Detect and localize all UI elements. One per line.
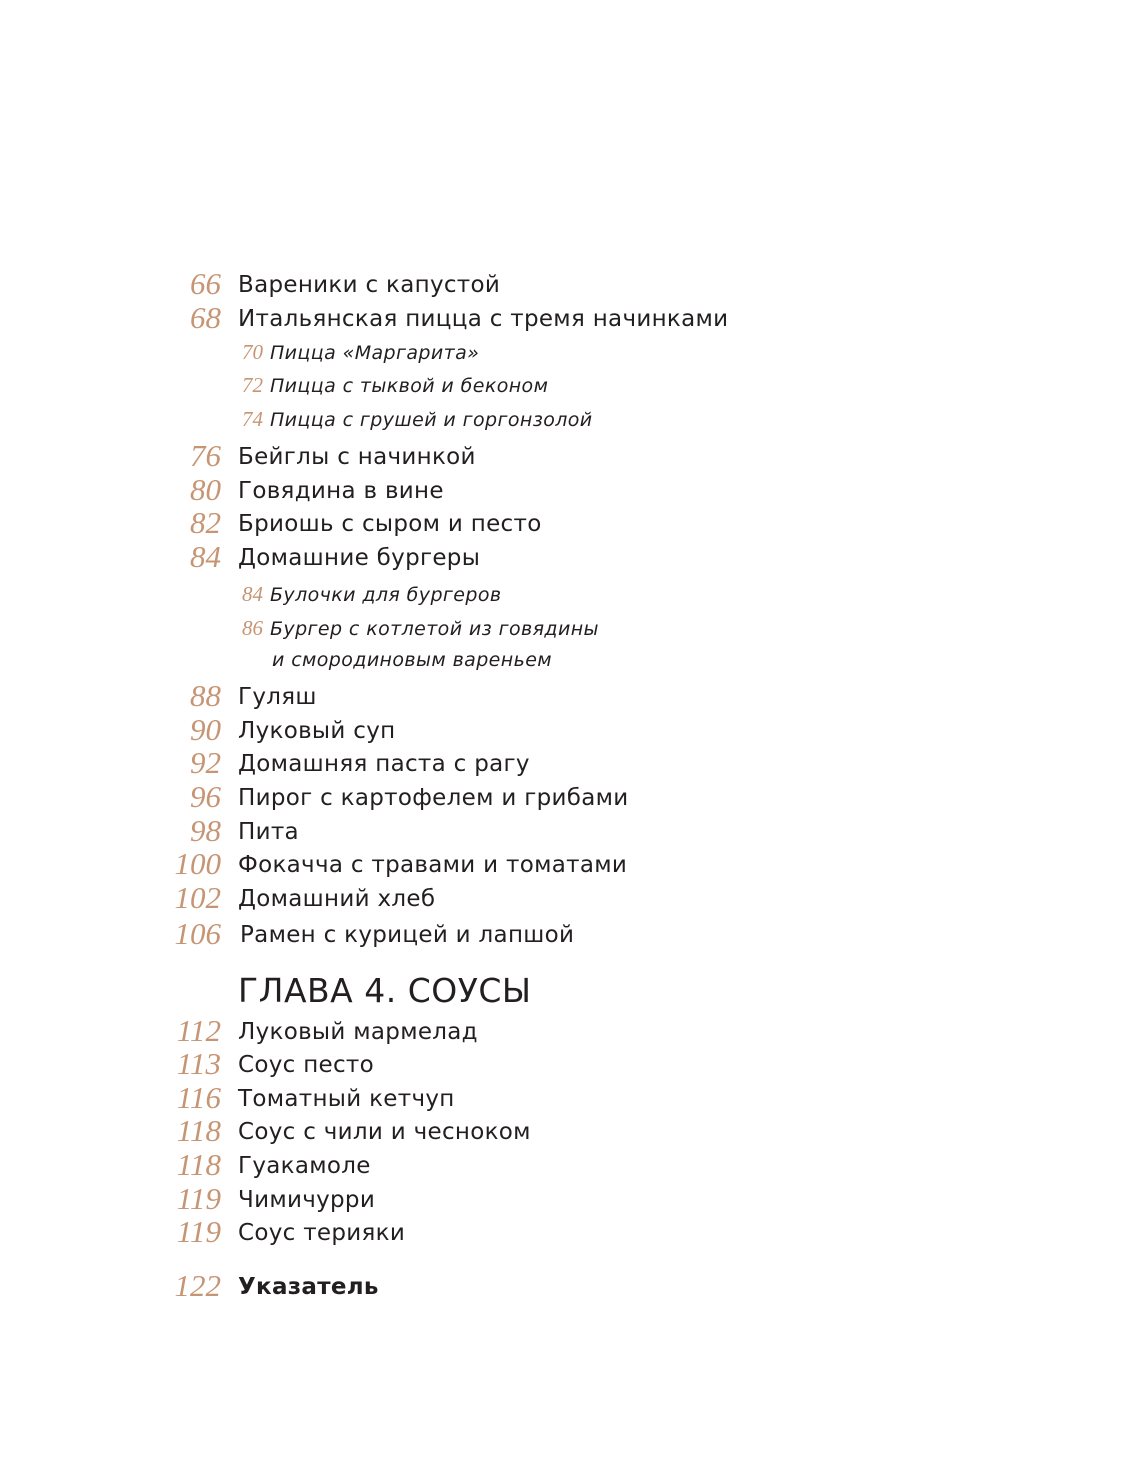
- entry-title: Домашняя паста с рагу: [238, 751, 530, 777]
- entry-title: Соус терияки: [238, 1220, 406, 1246]
- page-number: 88: [190, 678, 221, 713]
- entry-title: Бургер с котлетой из говядины: [270, 618, 599, 640]
- page-number: 84: [190, 539, 221, 574]
- page-number: 119: [176, 1214, 221, 1249]
- entry-title: Домашние бургеры: [238, 545, 481, 571]
- page-number: 70: [242, 340, 263, 364]
- page-number: 113: [176, 1046, 221, 1081]
- entry-title: Пицца с грушей и горгонзолой: [270, 409, 593, 431]
- page-number: 86: [242, 616, 263, 640]
- page-number: 122: [174, 1268, 221, 1303]
- page-number: 100: [174, 846, 221, 881]
- page-number: 106: [174, 916, 221, 951]
- entry-title: Бриошь с сыром и песто: [238, 511, 542, 537]
- page-number: 66: [190, 266, 221, 301]
- page-number: 80: [190, 472, 221, 507]
- entry-title: Соус песто: [238, 1052, 375, 1078]
- entry-title: Соус с чили и чесноком: [238, 1119, 531, 1145]
- entry-title: Бейглы с начинкой: [238, 444, 476, 470]
- page-number: 112: [176, 1013, 221, 1048]
- entry-title: Пицца с тыквой и беконом: [270, 375, 549, 397]
- page-number: 76: [190, 438, 221, 473]
- page-number: 90: [190, 712, 221, 747]
- page-number: 84: [242, 582, 263, 606]
- entry-title: Томатный кетчуп: [238, 1086, 455, 1112]
- entry-title: Пита: [238, 819, 299, 845]
- page-number: 82: [190, 505, 221, 540]
- page-number: 118: [176, 1147, 221, 1182]
- page-number: 72: [242, 373, 263, 397]
- page-number: 119: [176, 1181, 221, 1216]
- entry-title: Пицца «Маргарита»: [270, 342, 480, 364]
- page-number: 102: [174, 880, 221, 915]
- page-number: 116: [176, 1080, 221, 1115]
- page-number: 68: [190, 300, 221, 335]
- entry-title: Указатель: [238, 1274, 379, 1300]
- entry-title: Домашний хлеб: [238, 886, 436, 912]
- chapter-heading: ГЛАВА 4. СОУСЫ: [238, 971, 532, 1010]
- entry-title: Вареники с капустой: [238, 272, 501, 298]
- page-number: 74: [242, 407, 263, 431]
- entry-title: Говядина в вине: [238, 478, 444, 504]
- page-number: 118: [176, 1113, 221, 1148]
- entry-title: Луковый мармелад: [238, 1019, 478, 1045]
- entry-title: Булочки для бургеров: [270, 584, 502, 606]
- entry-title: и смородиновым вареньем: [272, 649, 553, 671]
- page-number: 98: [190, 813, 221, 848]
- entry-title: Итальянская пицца с тремя начинками: [238, 306, 729, 332]
- page-number: 92: [190, 745, 221, 780]
- entry-title: Луковый суп: [238, 718, 396, 744]
- page-number: 96: [190, 779, 221, 814]
- entry-title: Гуакамоле: [238, 1153, 371, 1179]
- entry-title: Гуляш: [238, 684, 317, 710]
- entry-title: Фокачча с травами и томатами: [238, 852, 628, 878]
- entry-title: Чимичурри: [238, 1187, 376, 1213]
- entry-title: Пирог с картофелем и грибами: [238, 785, 629, 811]
- entry-title: Рамен с курицей и лапшой: [240, 922, 575, 948]
